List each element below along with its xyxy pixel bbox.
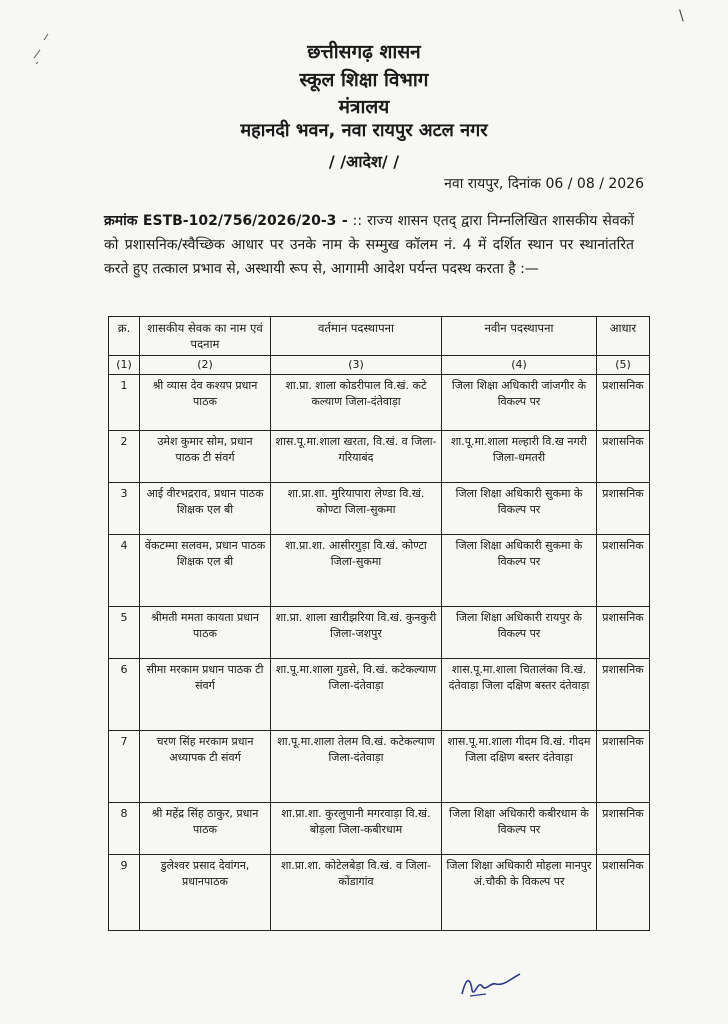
serial-cell: 4 (109, 535, 140, 607)
serial-cell: 7 (109, 731, 140, 803)
header-new-posting: नवीन पदस्थापना (442, 317, 597, 356)
serial-cell: 1 (109, 375, 140, 431)
table-row (109, 731, 650, 803)
current-posting-cell: शास.पू.मा.शाला खरता, वि.खं. व जिला-गरियाबंद (271, 431, 442, 483)
new-posting-cell: शा.पू.मा.शाला मल्हारी वि.ख नगरी जिला-धमतरी (442, 431, 597, 483)
current-posting-cell: शा.प्रा.शा. आसीरगुड़ा वि.खं. कोण्टा जिला-सुकमा (271, 535, 442, 607)
employee-cell: श्री व्यास देव कश्यप प्रधान पाठक (140, 375, 271, 431)
header-address: महानदी भवन, नवा रायपुर अटल नगर (240, 120, 488, 141)
serial-cell: 5 (109, 607, 140, 659)
employee-cell: श्रीमती ममता कायता प्रधान पाठक (140, 607, 271, 659)
col-number: (1) (109, 356, 140, 375)
table-row (109, 659, 650, 731)
current-posting-cell: शा.प्रा.शा. कुरलुपानी मगरवाड़ा वि.खं. बोड़ला जिला-कबीरधाम (271, 803, 442, 855)
order-title: / /आदेश/ / (328, 152, 400, 171)
table-row (109, 375, 650, 431)
basis-cell: प्रशासनिक (597, 803, 650, 855)
basis-cell: प्रशासनिक (597, 375, 650, 431)
corner-mark: \ (679, 8, 684, 24)
serial-cell: 8 (109, 803, 140, 855)
current-posting-cell: शा.पू.मा.शाला गुडसे, वि.खं. कटेकल्याण जिला-दंतेवाड़ा (271, 659, 442, 731)
transfer-table (108, 316, 650, 931)
header-ministry: मंत्रालय (338, 96, 390, 118)
table-header-row (109, 317, 650, 356)
employee-cell: आई वीरभद्रराव, प्रधान पाठक शिक्षक एल बी (140, 483, 271, 535)
table-row (109, 431, 650, 483)
table-row (109, 535, 650, 607)
new-posting-cell: जिला शिक्षा अधिकारी कबीरधाम के विकल्प पर (442, 803, 597, 855)
serial-cell: 3 (109, 483, 140, 535)
new-posting-cell: शास.पू.मा.शाला चितालंका वि.खं. दंतेवाड़ा जिला दक्षिण बस्तर दंतेवाड़ा (442, 659, 597, 731)
serial-cell: 6 (109, 659, 140, 731)
col-number: (5) (597, 356, 650, 375)
table-row (109, 855, 650, 931)
current-posting-cell: शा.प्रा.शा. कोटेलबेड़ा वि.खं. व जिला-कोंडागांव (271, 855, 442, 931)
table-row (109, 483, 650, 535)
employee-cell: श्री महेंद्र सिंह ठाकुर, प्रधान पाठक (140, 803, 271, 855)
basis-cell: प्रशासनिक (597, 483, 650, 535)
header-current-posting: वर्तमान पदस्थापना (271, 317, 442, 356)
employee-cell: उमेश कुमार सोम, प्रधान पाठक टी संवर्ग (140, 431, 271, 483)
current-posting-cell: शा.प्रा. शाला कोडरीपाल वि.खं. कटे कल्याण जिला-दंतेवाड़ा (271, 375, 442, 431)
new-posting-cell: जिला शिक्षा अधिकारी सुकमा के विकल्प पर (442, 483, 597, 535)
current-posting-cell: शा.प्रा.शा. मुरियापारा लेण्डा वि.खं. कोण्टा जिला-सुकमा (271, 483, 442, 535)
basis-cell: प्रशासनिक (597, 607, 650, 659)
employee-cell: सीमा मरकाम प्रधान पाठक टी संवर्ग (140, 659, 271, 731)
header-name: शासकीय सेवक का नाम एवं पदनाम (140, 317, 271, 356)
header-basis: आधार (597, 317, 650, 356)
basis-cell: प्रशासनिक (597, 659, 650, 731)
date-line: नवा रायपुर, दिनांक 06 / 08 / 2026 (444, 176, 644, 192)
order-reference: क्रमांक ESTB-102/756/2026/20-3 - (104, 213, 348, 229)
header-state: छत्तीसगढ़ शासन (307, 41, 421, 63)
new-posting-cell: जिला शिक्षा अधिकारी सुकमा के विकल्प पर (442, 535, 597, 607)
table-row (109, 607, 650, 659)
header-department: स्कूल शिक्षा विभाग (299, 69, 429, 91)
order-text: :: राज्य शासन एतद् द्वारा निम्नलिखित शासकीय सेवकों को प्रशासनिक/स्वैच्छिक आधार पर उनके नाम के सम्मुख कॉलम नं. 4 में दर्शित स्थान पर स्थानांतरित करते हुए तत्काल प्रभाव से, अस्थायी रूप से, आगामी आदेश पर्यन्त पदस्थ करता है :— (104, 213, 634, 277)
basis-cell: प्रशासनिक (597, 731, 650, 803)
col-number: (4) (442, 356, 597, 375)
employee-cell: डुलेश्वर प्रसाद देवांगन, प्रधानपाठक (140, 855, 271, 931)
employee-cell: चरण सिंह मरकाम प्रधान अध्यापक टी संवर्ग (140, 731, 271, 803)
current-posting-cell: शा.पू.मा.शाला तेलम वि.खं. कटेकल्याण जिला-दंतेवाड़ा (271, 731, 442, 803)
basis-cell: प्रशासनिक (597, 431, 650, 483)
new-posting-cell: शास.पू.मा.शाला गीदम वि.खं. गीदम जिला दक्षिण बस्तर दंतेवाड़ा (442, 731, 597, 803)
basis-cell: प्रशासनिक (597, 855, 650, 931)
serial-cell: 9 (109, 855, 140, 931)
signature (456, 968, 526, 1004)
current-posting-cell: शा.प्रा. शाला खारीझरिया वि.खं. कुनकुरी जिला-जशपुर (271, 607, 442, 659)
serial-cell: 2 (109, 431, 140, 483)
basis-cell: प्रशासनिक (597, 535, 650, 607)
new-posting-cell: जिला शिक्षा अधिकारी जांजगीर के विकल्प पर (442, 375, 597, 431)
col-number: (2) (140, 356, 271, 375)
col-number: (3) (271, 356, 442, 375)
employee-cell: वेंकटम्मा सलवम, प्रधान पाठक शिक्षक एल बी (140, 535, 271, 607)
order-paragraph (104, 209, 634, 281)
table-row (109, 803, 650, 855)
new-posting-cell: जिला शिक्षा अधिकारी मोहला मानपुर अं.चौकी के विकल्प पर (442, 855, 597, 931)
new-posting-cell: जिला शिक्षा अधिकारी रायपुर के विकल्प पर (442, 607, 597, 659)
column-number-row (109, 356, 650, 375)
header-serial: क्र. (109, 317, 140, 356)
